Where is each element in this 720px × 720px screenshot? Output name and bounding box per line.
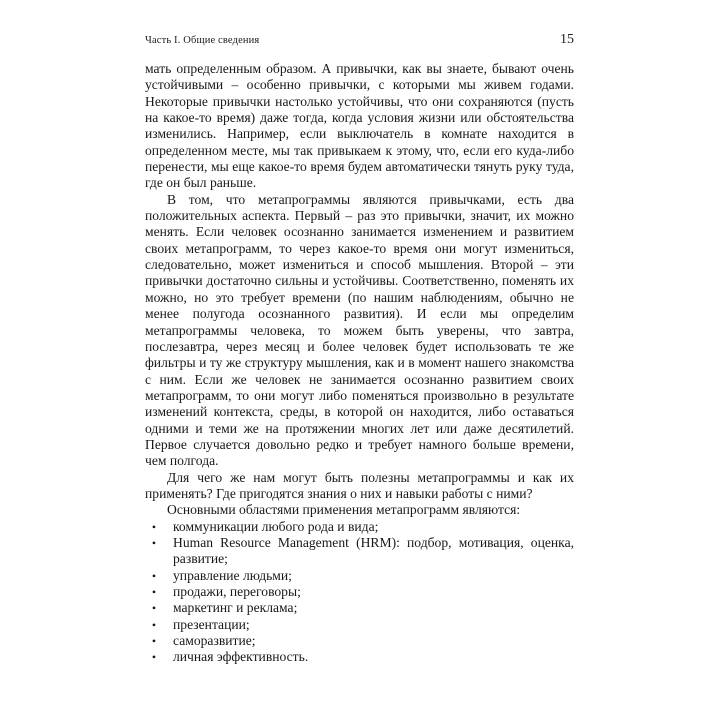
list-item-label: личная эффективность. — [173, 649, 309, 665]
list-item-label: саморазвитие; — [173, 633, 256, 649]
bullet-icon: • — [151, 617, 157, 632]
list-item-label: презентации; — [173, 616, 250, 632]
list-item-label: продажи, переговоры; — [173, 584, 301, 599]
bullet-icon: • — [151, 650, 157, 665]
bullet-icon: • — [151, 634, 157, 649]
list-item-label: управление людьми; — [173, 567, 292, 583]
bullet-icon: • — [151, 519, 157, 534]
list-item — [145, 649, 574, 665]
list-item-label: маркетинг и реклама; — [173, 600, 298, 616]
application-areas-list — [145, 519, 574, 666]
bullet-icon: • — [151, 601, 157, 616]
paragraph-continuation: мать определенным образом. А привычки, как вы знаете, бывают очень устойчивыми – особенно привычки, с которыми мы живем годами. Некоторые привычки настолько устойчивы, что они сохраняются (пусть на какое-то время) даже тогда, когда условия жизни или обстоятельства изменились. Например, если выключатель в комнате находится в определенном месте, мы так привыкаем к этому, что, если его куда-либо перенести, мы еще какое-то время будем автоматически тянуть руку туда, где он был раньше. — [145, 61, 574, 191]
list-item — [145, 617, 574, 633]
paragraph-usefulness-question: Для чего же нам могут быть полезны метапрограммы и как их применять? Где пригодятся знания о них и навыки работы с ними? — [145, 469, 574, 501]
list-item-label: Human Resource Management (HRM): подбор, мотивация, оценка, развитие; — [173, 534, 574, 567]
list-item — [145, 568, 574, 584]
bullet-icon: • — [151, 585, 157, 599]
page-number: 15 — [560, 32, 574, 47]
body-text-block — [145, 61, 574, 666]
list-item — [145, 584, 574, 600]
bullet-icon: • — [151, 535, 157, 550]
running-head-title: Часть I. Общие сведения — [145, 35, 260, 46]
list-item-label: коммуникации любого рода и вида; — [173, 518, 379, 534]
bullet-icon: • — [151, 568, 157, 583]
running-head — [145, 32, 574, 48]
paragraph-list-intro: Основными областями применения метапрограмм являются: — [167, 502, 521, 518]
list-item — [145, 519, 574, 535]
list-item — [145, 535, 574, 568]
paragraph-two-aspects: В том, что метапрограммы являются привычками, есть два положительных аспекта. Первый – раз это привычки, значит, их можно менять. Если человек осознанно занимается изменением и развитием своих метапрограмм, то через какое-то время они могут измениться, следовательно, может измениться и способ мышления. Второй – эти привычки достаточно сильны и устойчивы. Соответственно, поменять их можно, но это требует времени (по нашим наблюдениям, обычно не менее полугода осознанного развития). И если мы определим метапрограммы человека, то можем быть уверены, что завтра, послезавтра, через месяц и более человек будет использовать те же фильтры и ту же структуру мышления, как и в момент нашего знакомства с ним. Если же человек не занимается осознанно развитием своих метапрограмм, то они могут либо поменяться произвольно в результате изменений контекста, среды, в которой он находится, либо оставаться одними и теми же на протяжении многих лет или даже десятилетий. Первое случается довольно редко и требует намного больше времени, чем полгода. — [145, 191, 574, 469]
list-item — [145, 600, 574, 616]
list-item — [145, 633, 574, 649]
